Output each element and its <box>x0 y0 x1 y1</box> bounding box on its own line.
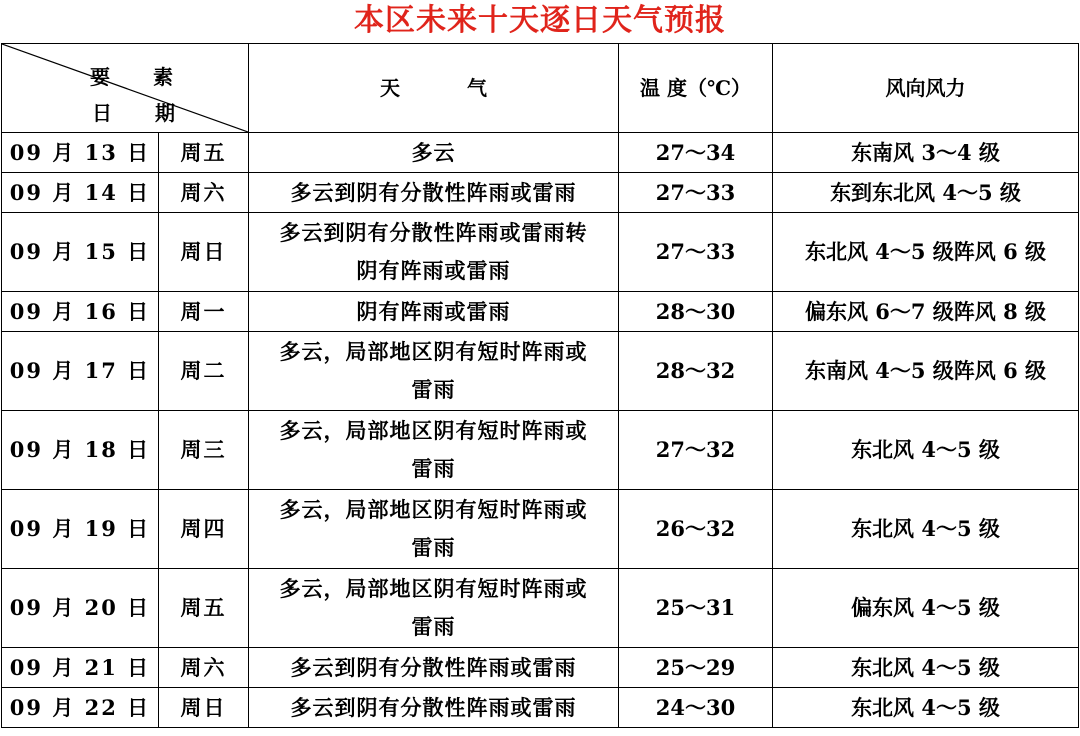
date-cell: 09 月 17 日 <box>2 332 159 411</box>
weekday-cell: 周四 <box>159 490 249 569</box>
temperature-cell: 28～30 <box>619 292 773 332</box>
temperature-cell: 27～33 <box>619 213 773 292</box>
temperature-cell: 25～29 <box>619 648 773 688</box>
table-row <box>2 292 1079 332</box>
table-row <box>2 688 1079 728</box>
wind-cell: 东北风 4～5 级阵风 6 级 <box>773 213 1079 292</box>
table-row <box>2 648 1079 688</box>
weekday-cell: 周二 <box>159 332 249 411</box>
wind-cell: 东南风 4～5 级阵风 6 级 <box>773 332 1079 411</box>
weather-line: 多云到阴有分散性阵雨或雷雨转 <box>279 220 588 245</box>
weather-cell <box>249 133 619 173</box>
temperature-cell: 25～31 <box>619 569 773 648</box>
weekday-cell: 周六 <box>159 173 249 213</box>
table-row <box>2 332 1079 411</box>
temperature-cell: 28～32 <box>619 332 773 411</box>
wind-cell: 东北风 4～5 级 <box>773 648 1079 688</box>
weather-line: 多云，局部地区阴有短时阵雨或 <box>279 339 588 364</box>
table-row <box>2 411 1079 490</box>
wind-cell: 东北风 4～5 级 <box>773 490 1079 569</box>
wind-cell: 东北风 4～5 级 <box>773 688 1079 728</box>
header-wind: 风向风力 <box>773 44 1079 133</box>
weather-line: 阴有阵雨或雷雨 <box>356 298 511 324</box>
table-row <box>2 490 1079 569</box>
temperature-cell: 26～32 <box>619 490 773 569</box>
weather-line: 多云 <box>411 139 456 165</box>
weather-cell <box>249 490 619 569</box>
date-cell: 09 月 14 日 <box>2 173 159 213</box>
wind-cell: 东南风 3～4 级 <box>773 133 1079 173</box>
header-date-label: 日 期 <box>92 101 193 125</box>
date-cell: 09 月 22 日 <box>2 688 159 728</box>
wind-cell: 东到东北风 4～5 级 <box>773 173 1079 213</box>
weekday-cell: 周五 <box>159 569 249 648</box>
table-row <box>2 213 1079 292</box>
header-temperature: 温 度（℃） <box>619 44 773 133</box>
date-cell: 09 月 21 日 <box>2 648 159 688</box>
temperature-cell: 27～33 <box>619 173 773 213</box>
weather-cell <box>249 292 619 332</box>
date-cell: 09 月 19 日 <box>2 490 159 569</box>
table-row <box>2 569 1079 648</box>
wind-cell: 偏东风 6～7 级阵风 8 级 <box>773 292 1079 332</box>
page-title: 本区未来十天逐日天气预报 <box>354 3 726 38</box>
weather-line: 多云，局部地区阴有短时阵雨或 <box>279 418 588 443</box>
weather-line: 多云到阴有分散性阵雨或雷雨 <box>290 179 577 205</box>
weather-line: 雷雨 <box>411 456 456 481</box>
temperature-cell: 27～32 <box>619 411 773 490</box>
weather-cell <box>249 688 619 728</box>
weather-cell <box>249 569 619 648</box>
weather-cell <box>249 411 619 490</box>
weather-line: 雷雨 <box>411 535 456 560</box>
header-element-label: 要 素 <box>90 65 191 89</box>
weather-cell <box>249 332 619 411</box>
temperature-cell: 24～30 <box>619 688 773 728</box>
forecast-rows <box>2 133 1079 728</box>
weather-line: 多云到阴有分散性阵雨或雷雨 <box>290 694 577 720</box>
header-weather: 天 气 <box>249 44 619 133</box>
weekday-cell: 周日 <box>159 213 249 292</box>
date-cell: 09 月 18 日 <box>2 411 159 490</box>
weather-cell <box>249 173 619 213</box>
weather-line: 多云到阴有分散性阵雨或雷雨 <box>290 654 577 680</box>
table-row <box>2 133 1079 173</box>
weather-cell <box>249 213 619 292</box>
date-cell: 09 月 16 日 <box>2 292 159 332</box>
wind-cell: 偏东风 4～5 级 <box>773 569 1079 648</box>
temperature-cell: 27～34 <box>619 133 773 173</box>
weekday-cell: 周一 <box>159 292 249 332</box>
weather-line: 雷雨 <box>411 377 456 402</box>
date-cell: 09 月 13 日 <box>2 133 159 173</box>
forecast-table <box>1 43 1079 728</box>
table-header-row <box>2 44 1079 133</box>
weather-cell <box>249 648 619 688</box>
table-row <box>2 173 1079 213</box>
weekday-cell: 周三 <box>159 411 249 490</box>
wind-cell: 东北风 4～5 级 <box>773 411 1079 490</box>
weekday-cell: 周六 <box>159 648 249 688</box>
date-cell: 09 月 15 日 <box>2 213 159 292</box>
weather-line: 阴有阵雨或雷雨 <box>356 258 511 283</box>
weekday-cell: 周日 <box>159 688 249 728</box>
weather-line: 多云，局部地区阴有短时阵雨或 <box>279 576 588 601</box>
header-diagonal-cell <box>2 44 249 133</box>
weekday-cell: 周五 <box>159 133 249 173</box>
weather-line: 多云，局部地区阴有短时阵雨或 <box>279 497 588 522</box>
date-cell: 09 月 20 日 <box>2 569 159 648</box>
weather-line: 雷雨 <box>411 614 456 639</box>
